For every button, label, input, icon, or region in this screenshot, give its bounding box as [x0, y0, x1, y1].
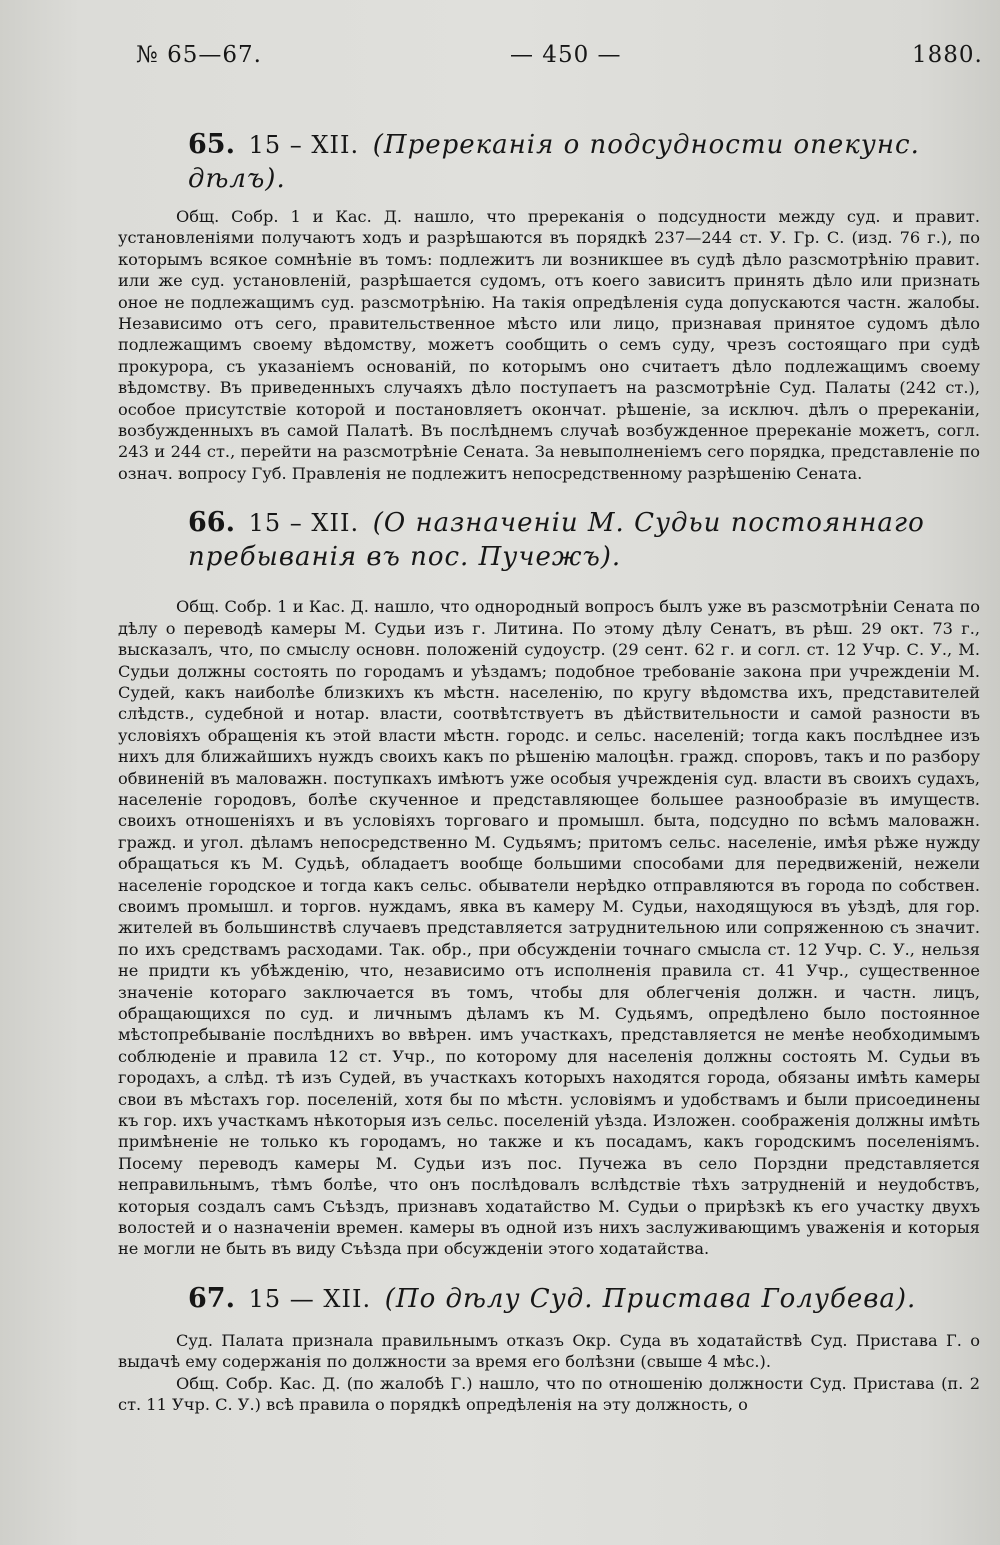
entry-topic: (О назначеніи М. Судьи постояннаго пребыванія въ пос. Пучежъ). — [188, 508, 925, 573]
entry-range: № 65—67. — [136, 42, 262, 68]
entry-topic: (Пререканія о подсудности опекунс. дѣлъ). — [188, 130, 920, 194]
entry-title — [188, 506, 980, 574]
entry-paragraph: Общ. Собр. 1 и Кас. Д. нашло, что пререканія о подсудности между суд. и правит. установленіями получаютъ ходъ и разрѣшаются въ порядкѣ 237—244 ст. У. Гр. С. (изд. 76 г.), по которымъ всякое сомнѣніе въ томъ: подлежитъ ли возникшее въ судѣ дѣло разсмотрѣнію правит. или же суд. установленій, разрѣшается судомъ, отъ коего зависитъ принять дѣло или признать оное не подлежащимъ суд. разсмотрѣнію. На такія опредѣленія суда допускаются частн. жалобы. Независимо отъ сего, правительственное мѣсто или лицо, признавая принятое судомъ дѣло подлежащимъ своему вѣдомству, можетъ сообщить о семъ суду, чрезъ состоящаго при судѣ прокурора, съ указаніемъ основаній, по которымъ оно считаетъ дѣло подлежащимъ своему вѣдомству. Въ приведенныхъ случаяхъ дѣло поступаетъ на разсмотрѣніе Суд. Палаты (242 ст.), особое присутствіе которой и постановляетъ окончат. рѣшеніе, за исключ. дѣлъ о пререканіи, возбужденныхъ въ самой Палатѣ. Въ послѣднемъ случаѣ возбужденное пререканіе можетъ, согл. 243 и 244 ст., перейти на разсмотрѣніе Сената. За невыполненіемъ сего порядка, представленіе по означ. вопросу Губ. Правленія не подлежитъ непосредственному разрѣшенію Сената. — [118, 207, 980, 483]
year: 1880. — [912, 42, 983, 68]
entry-65 — [118, 128, 980, 484]
page-header — [0, 42, 1000, 82]
entry-title — [188, 128, 980, 196]
entry-number: 67. — [188, 1282, 235, 1314]
entry-title — [188, 1282, 980, 1316]
page-content — [118, 128, 980, 1438]
entry-number: 66. — [188, 507, 235, 539]
entry-number: 65. — [188, 129, 235, 160]
entry-date: 15 – XII. — [248, 131, 360, 159]
entry-paragraph: Общ. Собр. 1 и Кас. Д. нашло, что однородный вопросъ былъ уже въ разсмотрѣніи Сената по дѣлу о переводѣ камеры М. Судьи изъ г. Литина. По этому дѣлу Сенатъ, въ рѣш. 29 окт. 73 г., высказалъ, что, по смыслу основн. положеній судоустр. (29 сент. 62 г. и согл. ст. 12 Учр. С. У., М. Судьи должны состоять по городамъ и уѣздамъ; подобное требованіе закона при учрежденіи М. Судей, какъ наиболѣе близкихъ къ мѣстн. населенію, по кругу вѣдомства ихъ, представителей слѣдств., судебной и нотар. власти, соотвѣтствуетъ въ дѣйствительности и самой разности въ условіяхъ обращенія къ этой власти мѣстн. городс. и сельс. населеній; тогда какъ послѣднее изъ нихъ для ближайшихъ нуждъ своихъ какъ по рѣшенію малоцѣн. гражд. споровъ, такъ и по разбору обвиненій въ маловажн. поступкахъ имѣютъ уже особыя учрежденія суд. власти въ своихъ судахъ, населеніе городовъ, болѣе скученное и представляющее большее разнообразіе въ имуществ. своихъ отношеніяхъ и въ условіяхъ торговаго и промышл. быта, подсудно по всѣмъ маловажн. гражд. и угол. дѣламъ непосредственно М. Судьямъ; притомъ сельс. населеніе, имѣя рѣже нужду обращаться къ М. Судьѣ, обладаетъ вообще большими способами для передвиженій, нежели населеніе городское и тогда какъ сельс. обыватели нерѣдко отправляются въ города по собствен. своимъ промышл. и торгов. нуждамъ, явка въ камеру М. Судьи, находящуюся въ уѣздѣ, для гор. жителей въ большинствѣ случаевъ представляется затруднительною или сопряженною съ значит. по ихъ средствамъ расходами. Так. обр., при обсужденіи точнаго смысла ст. 12 Учр. С. У., нельзя не придти къ убѣжденію, что, независимо отъ исполненія правила ст. 41 Учр., существенное значеніе котораго заключается въ томъ, чтобы для облегченія должн. и частн. лицъ, обращающихся по суд. и личнымъ дѣламъ къ М. Судьямъ, опредѣлено было постоянное мѣстопребываніе послѣднихъ во ввѣрен. имъ участкахъ, представляется не менѣе необходимымъ соблюденіе и правила 12 ст. Учр., по которому для населенія должны состоять М. Судьи въ городахъ, а слѣд. тѣ изъ Судей, въ участкахъ которыхъ находятся города, обязаны имѣть камеры свои въ мѣстахъ гор. поселеній, хотя бы по мѣстн. условіямъ и удобствамъ и были присоединены къ гор. ихъ участкамъ нѣкоторыя изъ сельс. поселеній уѣзда. Изложен. соображенія должны имѣть примѣненіе не только къ городамъ, но также и къ посадамъ, какъ городскимъ поселеніямъ. Посему переводъ камеры М. Судьи изъ пос. Пучежа въ село Порздни представляется неправильнымъ, тѣмъ болѣе, что онъ послѣдовалъ вслѣдствіе тѣхъ затрудненій и неудобствъ, которыя создалъ самъ Съѣздъ, признавъ ходатайство М. Судьи о прирѣзкѣ къ его участку двухъ волостей и о назначеніи времен. камеры въ одной изъ нихъ заслуживающимъ уваженія и которыя не могли не быть въ виду Съѣзда при обсужденіи этого ходатайства. — [118, 597, 980, 1259]
entry-paragraph: Общ. Собр. Кас. Д. (по жалобѣ Г.) нашло, что по отношенію должности Суд. Пристава (п. 2 ст. 11 Учр. С. У.) всѣ правила о порядкѣ опредѣленія на эту должность, о — [118, 1373, 980, 1415]
entry-date: 15 — XII. — [248, 1284, 372, 1313]
entry-paragraph: Суд. Палата признала правильнымъ отказъ Окр. Суда въ ходатайствѣ Суд. Пристава Г. о выдачѣ ему содержанія по должности за время его болѣзни (свыше 4 мѣс.). — [118, 1330, 980, 1372]
entry-topic: (По дѣлу Суд. Пристава Голубева). — [384, 1283, 917, 1314]
entry-66 — [118, 506, 980, 1260]
page-number: — 450 — — [510, 42, 622, 68]
entry-date: 15 – XII. — [248, 509, 360, 538]
entry-67 — [118, 1282, 980, 1416]
